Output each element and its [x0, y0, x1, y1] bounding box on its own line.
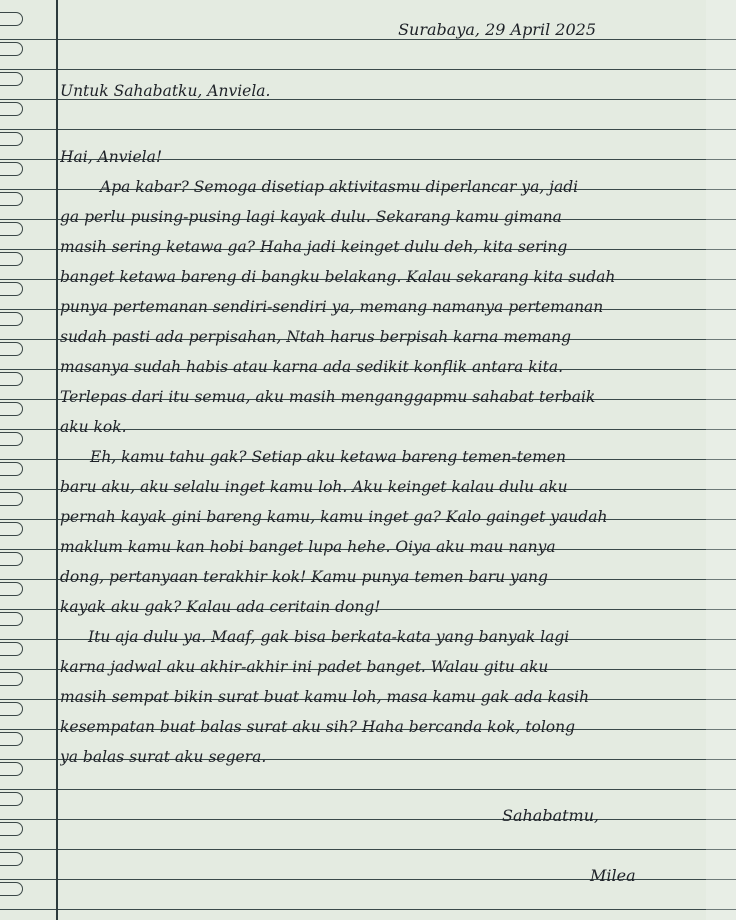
body-line: aku kok. [60, 418, 127, 436]
binder-hole [0, 132, 23, 146]
body-line: banget ketawa bareng di bangku belakang. Kalau sekarang kita sudah [60, 268, 616, 286]
letter-greeting [60, 142, 705, 172]
binder-hole [0, 102, 23, 116]
binder-hole [0, 312, 23, 326]
binder-hole [0, 672, 23, 686]
body-line: ya balas surat aku segera. [60, 748, 267, 766]
binder-hole [0, 192, 23, 206]
binder-hole [0, 792, 23, 806]
letter-recipient [60, 76, 705, 106]
binder-hole [0, 852, 23, 866]
binder-hole [0, 402, 23, 416]
binder-hole [0, 522, 23, 536]
binder-hole [0, 642, 23, 656]
binder-hole [0, 462, 23, 476]
body-line: sudah pasti ada perpisahan, Ntah harus berpisah karna memang [60, 328, 572, 346]
binder-hole [0, 552, 23, 566]
binder-hole [0, 222, 23, 236]
letter-signature: Milea [590, 866, 636, 885]
body-line: Itu aja dulu ya. Maaf, gak bisa berkata-kata yang banyak lagi [88, 628, 570, 646]
binder-hole [0, 882, 23, 896]
greeting-line: Hai, Anviela! [60, 148, 163, 166]
binder-hole [0, 162, 23, 176]
binder-hole [0, 72, 23, 86]
body-line: Apa kabar? Semoga disetiap aktivitasmu diperlancar ya, jadi [100, 178, 579, 196]
body-line: Eh, kamu tahu gak? Setiap aku ketawa bareng temen-temen [90, 448, 566, 466]
recipient-line: Untuk Sahabatku, Anviela. [60, 82, 271, 100]
binder-hole [0, 42, 23, 56]
body-line: baru aku, aku selalu inget kamu loh. Aku keinget kalau dulu aku [60, 478, 568, 496]
binder-hole [0, 12, 23, 26]
body-line: masih sempat bikin surat buat kamu loh, masa kamu gak ada kasih [60, 688, 590, 706]
body-line: kesempatan buat balas surat aku sih? Haha bercanda kok, tolong [60, 718, 576, 736]
binder-hole [0, 732, 23, 746]
body-line: maklum kamu kan hobi banget lupa hehe. Oiya aku mau nanya [60, 538, 556, 556]
binder-holes [0, 0, 30, 920]
letter-closing: Sahabatmu, [502, 806, 600, 825]
body-line: Terlepas dari itu semua, aku masih menganggapmu sahabat terbaik [60, 388, 596, 406]
body-line: dong, pertanyaan terakhir kok! Kamu punya temen baru yang [60, 568, 548, 586]
binder-hole [0, 762, 23, 776]
body-line: punya pertemanan sendiri-sendiri ya, memang namanya pertemanan [60, 298, 604, 316]
letter-date: Surabaya, 29 April 2025 [398, 20, 596, 39]
letter-body [60, 172, 705, 772]
page-edge [706, 0, 736, 920]
binder-hole [0, 612, 23, 626]
body-line: pernah kayak gini bareng kamu, kamu inget ga? Kalo gainget yaudah [60, 508, 608, 526]
body-line: masanya sudah habis atau karna ada sedikit konflik antara kita. [60, 358, 564, 376]
binder-hole [0, 282, 23, 296]
body-line: masih sering ketawa ga? Haha jadi keinget dulu deh, kita sering [60, 238, 568, 256]
binder-hole [0, 492, 23, 506]
binder-hole [0, 342, 23, 356]
binder-hole [0, 702, 23, 716]
binder-hole [0, 822, 23, 836]
binder-hole [0, 372, 23, 386]
body-line: ga perlu pusing-pusing lagi kayak dulu. Sekarang kamu gimana [60, 208, 562, 226]
binder-hole [0, 252, 23, 266]
body-line: karna jadwal aku akhir-akhir ini padet banget. Walau gitu aku [60, 658, 549, 676]
binder-hole [0, 432, 23, 446]
body-line: kayak aku gak? Kalau ada ceritain dong! [60, 598, 381, 616]
binder-hole [0, 582, 23, 596]
